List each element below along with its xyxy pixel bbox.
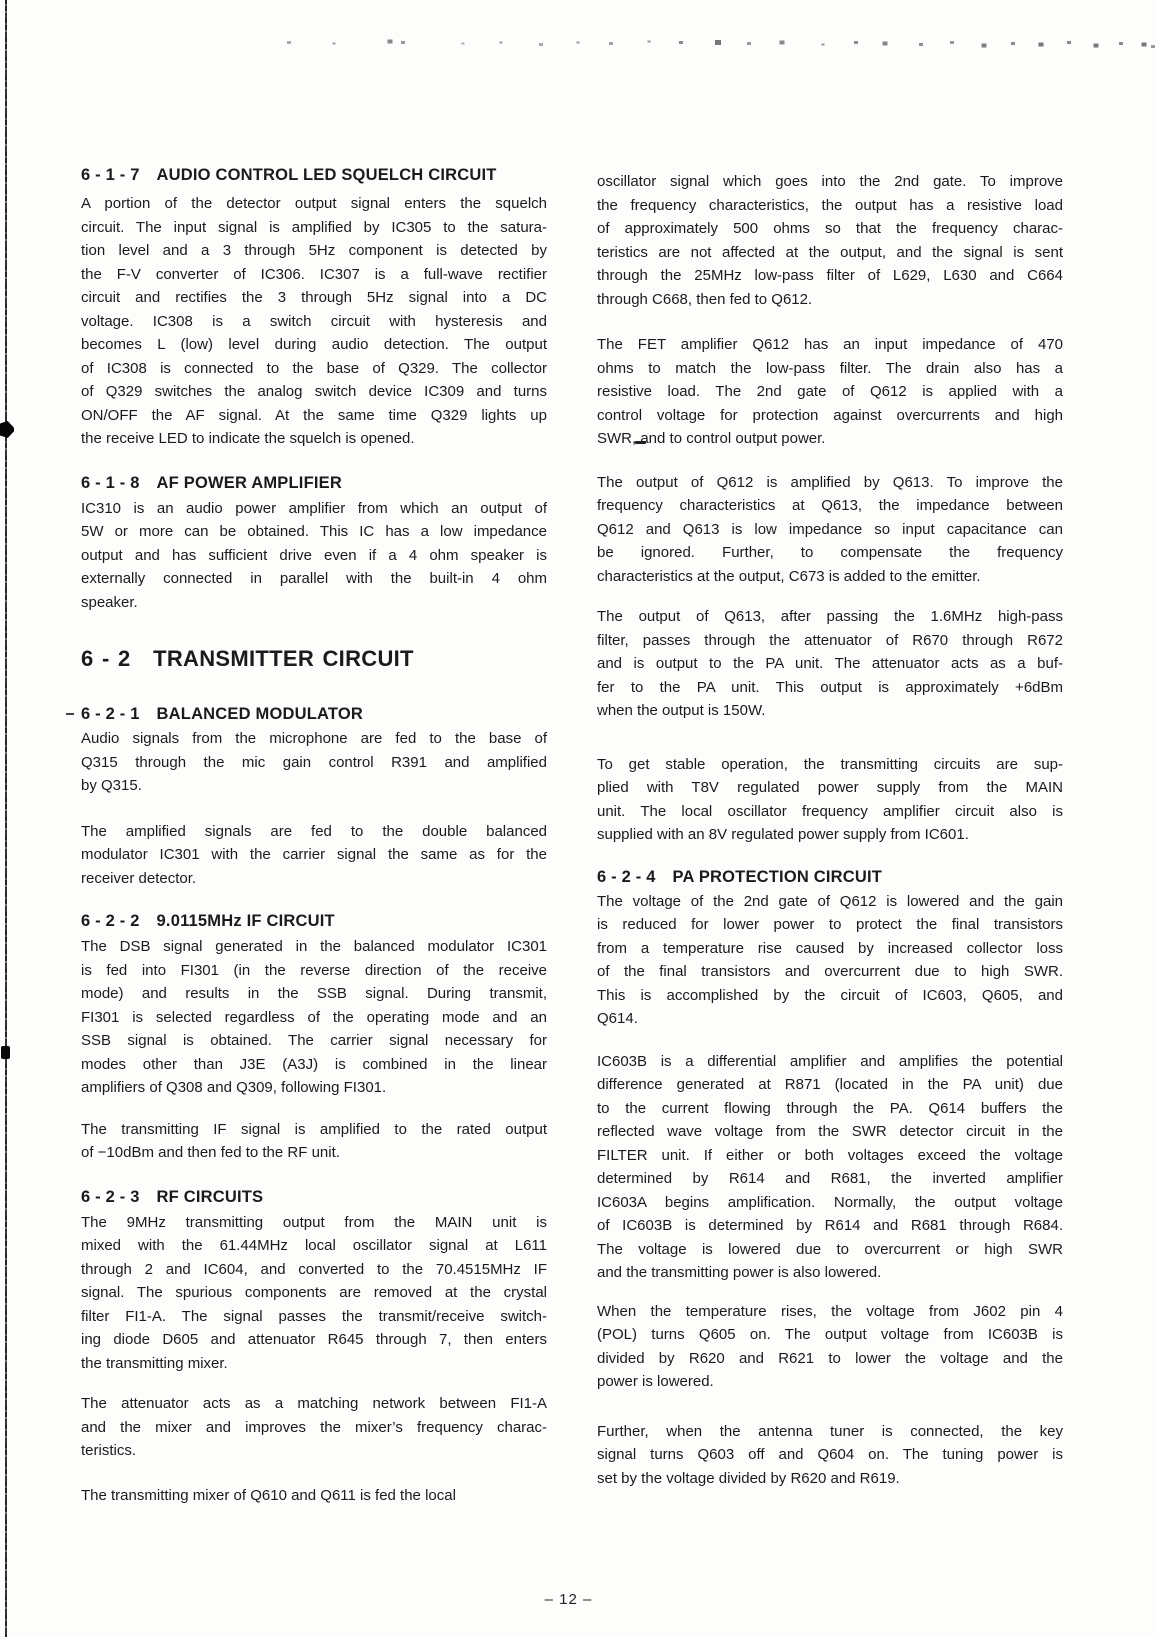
section-heading-6-2-3: 6 - 2 - 3 RF CIRCUITS [81,1187,264,1206]
paragraph [81,1118,547,1165]
paragraph [597,1050,1063,1285]
text-line: IC603B is a differential amplifier and amplifies the potential [597,1052,1063,1070]
text-line: signal turns Q603 off and Q604 on. The tuning power is [597,1446,1063,1463]
text-line: signal. The spurious components are removed at the crystal [81,1284,547,1301]
text-line: to the current flowing through the PA. Q614 buffers the [597,1099,1063,1117]
text-line: determined by R614 and R681, the inverted amplifier [597,1170,1063,1187]
text-line: Q614. [597,1010,638,1027]
text-line: by Q315. [81,777,142,794]
text-line: circuit. The input signal is amplified by IC305 to the satura- [81,218,547,236]
text-line: The output of Q613, after passing the 1.6MHz high-pass [597,608,1063,625]
text-line: of −10dBm and then fed to the RF unit. [81,1144,340,1161]
text-line: SWR, and to control output power. [597,430,826,447]
text-line: ing diode D605 and attenuator R645 through 7, then enters [81,1331,547,1348]
text-line: The DSB signal generated in the balanced modulator IC301 [81,938,547,955]
paragraph [81,192,547,451]
text-line: circuit and rectifies the 3 through 5Hz signal into a DC [81,289,547,306]
text-line: modulator IC301 with the carrier signal the same as for the [81,846,547,863]
text-line: becomes L (low) level during audio detection. The output [81,336,547,353]
text-line: teristics. [81,1442,137,1459]
text-line: The 9MHz transmitting output from the MAIN unit is [81,1213,547,1231]
text-line: the receive LED to indicate the squelch is opened. [81,430,415,447]
scan-edge-mark-2 [1,1046,10,1059]
text-line: externally connected in parallel with the built-in 4 ohm [81,570,547,587]
text-line: IC603A begins amplification. Normally, the output voltage [597,1193,1063,1211]
scan-edge-mark [0,421,14,438]
text-line: frequency characteristics at Q613, the impedance between [597,497,1063,514]
text-line: Audio signals from the microphone are fed to the base of [81,730,547,747]
text-line: is fed into FI301 (in the reverse direction of the receive [81,961,547,979]
paragraph [597,1300,1063,1394]
text-line: reflected wave voltage from the SWR detector circuit in the [597,1123,1063,1140]
text-line: teristics are not affected at the output, and the signal is sent [597,243,1063,261]
paragraph [81,727,547,798]
text-line: the F-V converter of IC306. IC307 is a full-wave rectifier [81,265,547,283]
paragraph [81,1392,547,1463]
text-line: IC310 is an audio power amplifier from which an output of [81,499,547,517]
text-line: tion level and a 3 through 5Hz component is detected by [81,242,547,259]
text-line: The amplified signals are fed to the double balanced [81,822,547,840]
text-line: SSB signal is obtained. The carrier signal necessary for [81,1032,547,1049]
text-line: The voltage of the 2nd gate of Q612 is lowered and the gain [597,892,1063,910]
text-line: speaker. [81,593,138,611]
left-column [81,164,547,1507]
section-heading-6-2-2: 6 - 2 - 2 9.0115MHz IF CIRCUIT [81,912,335,930]
text-line: When the temperature rises, the voltage from J602 pin 4 [597,1302,1063,1320]
page-number: – 12 – [544,1591,593,1608]
text-line: through the 25MHz low-pass filter of L629, L630 and C664 [597,267,1063,284]
text-line: ON/OFF the AF signal. At the same time Q329 lights up [81,406,547,424]
text-line: filter, passes through the attenuator of R670 through R672 [597,631,1063,649]
text-line: modes other than J3E (A3J) is combined in the linear [81,1055,547,1073]
text-line: Q315 through the mic gain control R391 and amplified [81,753,547,771]
text-line: through 2 and IC604, and converted to the 70.4515MHz IF [81,1260,547,1278]
text-line: through C668, then fed to Q612. [597,290,813,308]
paragraph [81,935,547,1100]
paragraph [597,753,1063,847]
text-line: output and has sufficient drive even if a 4 ohm speaker is [81,546,547,564]
right-column [597,170,1063,1490]
paragraph [597,471,1063,589]
scan-stray-dash [66,713,74,715]
text-line: characteristics at the output, C673 is added to the emitter. [597,567,981,585]
text-line: fer to the PA unit. This output is approximately +6dBm [597,678,1063,696]
paragraph [597,170,1063,311]
section-heading-6-1-8: 6 - 1 - 8 AF POWER AMPLIFIER [81,473,342,492]
text-line: power is lowered. [597,1373,714,1390]
text-line: control voltage for protection against overcurrents and high [597,406,1063,424]
text-line: filter FI1-A. The signal passes the transmit/receive switch- [81,1307,547,1325]
paragraph [597,1420,1063,1491]
text-line: of the final transistors and overcurrent due to high SWR. [597,963,1063,980]
text-line: FI301 is selected regardless of the operating mode and an [81,1008,547,1026]
text-line: of Q329 switches the analog switch device IC309 and turns [81,383,547,400]
scan-edge-line [5,0,7,1637]
text-line: plied with T8V regulated power supply from the MAIN [597,779,1063,796]
text-line: 5W or more can be obtained. This IC has a low impedance [81,523,547,540]
text-line: of IC308 is connected to the base of Q329. The collector [81,359,547,377]
text-line: resistive load. The 2nd gate of Q612 is applied with a [597,383,1063,400]
text-line: voltage. IC308 is a switch circuit with hysteresis and [81,312,547,330]
text-line: of IC603B is determined by R614 and R681 through R684. [597,1217,1063,1234]
text-line: Q612 and Q613 is low impedance so input capacitance can [597,520,1063,538]
text-line: divided by R620 and R621 to lower the voltage and the [597,1349,1063,1367]
text-line: and is output to the PA unit. The attenuator acts as a buf- [597,655,1063,672]
text-line: from a temperature rise caused by increased collector loss [597,939,1063,957]
text-line: the transmitting mixer. [81,1354,228,1372]
text-line: The output of Q612 is amplified by Q613. To improve the [597,473,1063,491]
paragraph [81,820,547,891]
section-heading-6-2-1: 6 - 2 - 1 BALANCED MODULATOR [81,705,364,723]
text-line: The voltage is lowered due to overcurrent or high SWR [597,1240,1063,1258]
text-line: oscillator signal which goes into the 2nd gate. To improve [597,173,1063,190]
text-line: The transmitting mixer of Q610 and Q611 is fed the local [81,1486,456,1504]
paragraph [597,333,1063,451]
text-line: The transmitting IF signal is amplified to the rated output [81,1120,547,1138]
text-line: The FET amplifier Q612 has an input impedance of 470 [597,336,1063,353]
scan-noise-top [0,0,2,1]
text-line: (POL) turns Q605 on. The output voltage from IC603B is [597,1326,1063,1343]
paragraph [597,890,1063,1031]
text-line: receiver detector. [81,869,197,887]
paragraph [597,605,1063,723]
text-line: is reduced for lower power to protect the final transistors [597,916,1063,933]
section-heading-6-2-4: 6 - 2 - 4 PA PROTECTION CIRCUIT [597,867,883,886]
text-line: be ignored. Further, to compensate the frequency [597,544,1063,561]
text-line: A portion of the detector output signal enters the squelch [81,195,547,212]
paragraph [81,497,547,615]
text-line: mixed with the 61.44MHz local oscillator signal at L611 [81,1237,547,1254]
text-line: of approximately 500 ohms so that the frequency charac- [597,220,1063,237]
text-line: mode) and results in the SSB signal. During transmit, [81,985,547,1002]
text-line: the frequency characteristics, the output has a resistive load [597,196,1063,214]
text-line: Further, when the antenna tuner is connected, the key [597,1422,1063,1440]
text-line: amplifiers of Q308 and Q309, following FI301. [81,1079,387,1096]
text-line: when the output is 150W. [597,702,766,719]
text-line: set by the voltage divided by R620 and R619. [597,1469,900,1487]
chapter-heading-6-2: 6 - 2 TRANSMITTER CIRCUIT [81,646,414,671]
text-line: unit. The local oscillator frequency amplifier circuit also is [597,802,1063,820]
text-line: To get stable operation, the transmitting circuits are sup- [597,755,1063,773]
paragraph [81,1484,547,1508]
text-line: This is accomplished by the circuit of IC603, Q605, and [597,986,1063,1004]
section-heading-6-1-7: 6 - 1 - 7 AUDIO CONTROL LED SQUELCH CIRCUIT [81,166,497,184]
text-line: supplied with an 8V regulated power supply from IC601. [597,826,969,843]
paragraph [81,1211,547,1376]
text-line: The attenuator acts as a matching network between FI1-A [81,1395,547,1412]
text-line: and the mixer and improves the mixer’s frequency charac- [81,1418,547,1436]
text-line: and the transmitting power is also lowered. [597,1264,882,1281]
text-line: ohms to match the low-pass filter. The drain also has a [597,359,1063,377]
text-line: FILTER unit. If either or both voltages exceed the voltage [597,1146,1063,1164]
text-line: difference generated at R871 (located in the PA unit) due [597,1076,1063,1093]
